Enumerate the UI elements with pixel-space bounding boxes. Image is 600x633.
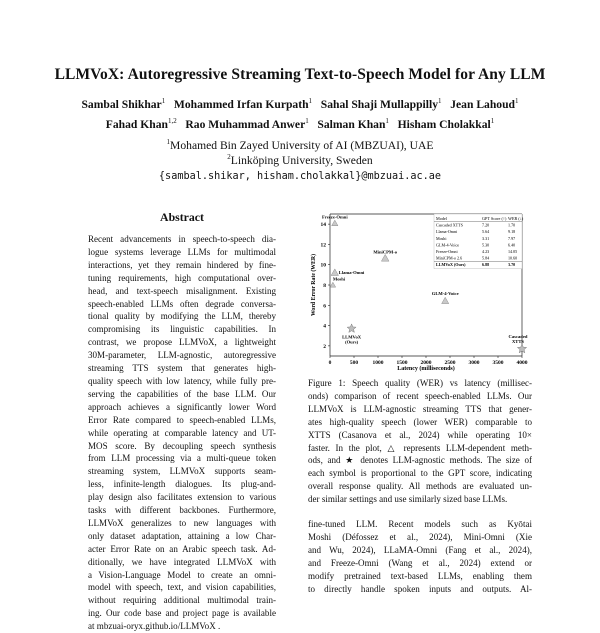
author-line-1	[0, 97, 600, 111]
caption-line: faster. In the plot, △ represents LLM-dependent meth-	[308, 442, 532, 453]
y-tick-label: 2	[323, 343, 326, 350]
scatter-plot	[308, 206, 532, 374]
paper-title: LLMVoX: Autoregressive Streaming Text-to-Speech Model for Any LLM	[54, 66, 546, 83]
point-triangle	[331, 269, 338, 276]
x-tick-label: 4000	[516, 360, 528, 366]
abstract-line: interactions, yet they remain hindered by fine-	[88, 259, 276, 270]
point-label: LLMVoX (Ours)	[342, 334, 362, 345]
body-line: and Freeze-Omni (Wang et al., 2024) extend or	[308, 557, 532, 568]
author-name: Jean Lahoud	[450, 97, 515, 111]
author-name: Mohammed Irfan Kurpath	[173, 97, 309, 111]
author-name: Fahad Khan	[105, 117, 168, 131]
caption-line: ates high-quality speech (lower WER) comparable to	[308, 416, 532, 427]
abstract-line: less, infinite-length dialogues. Its plug-and-	[88, 479, 276, 490]
x-ticks	[329, 356, 528, 366]
body-line: fine-tuned LLM. Recent models such as Kyōtai	[308, 519, 532, 529]
table-cell: 3.70	[508, 262, 516, 268]
affiliation-1	[0, 138, 600, 152]
author-name: Hisham Cholakkal	[397, 117, 491, 131]
y-ticks	[321, 222, 331, 350]
abstract-line: model with speech, text, and vision capabilities,	[88, 582, 276, 593]
body-line: to directly handle spoken inputs and outputs. Al-	[308, 583, 532, 594]
abstract-line: while operating at comparable latency and UT-	[88, 427, 276, 438]
author-sup: 1	[308, 97, 313, 105]
abstract-line: streaming system, LLMVoX supports seam-	[88, 466, 276, 477]
table-cell: 3.31	[482, 235, 490, 241]
author-sup: 1	[438, 97, 442, 105]
point-label: Moshi	[332, 276, 346, 282]
affiliation-2	[0, 153, 600, 167]
affiliation-text: Mohamed Bin Zayed University of AI (MBZUAI), UAE	[170, 138, 434, 152]
affiliation-text: Linköping University, Sweden	[230, 153, 373, 167]
figure-caption	[308, 377, 532, 506]
body-line: and Wu, 2024), LLaMA-Omni (Fang et al., 2024),	[308, 544, 532, 555]
point-star	[347, 324, 356, 332]
author-sup: 1	[161, 97, 166, 105]
author-sup: 1	[515, 97, 519, 105]
abstract-line: ing. Our code base and project page is available	[88, 608, 276, 619]
point-triangle	[381, 254, 389, 261]
table-cell: Cascaded XTTS	[436, 222, 463, 228]
y-tick-label: 12	[320, 242, 326, 249]
abstract-line: tional quality by modifying the LLM, thereby	[88, 311, 276, 322]
author-name: Rao Muhammad Anwer	[185, 117, 306, 131]
table-header: GPT Score (↑)	[482, 216, 507, 221]
caption-line: ods, and ★ denotes LLM-agnostic methods. The size of	[308, 455, 532, 466]
point-triangle	[442, 297, 449, 303]
abstract-line: without requiring additional multimodal train-	[88, 595, 276, 606]
table-cell: 5.84	[482, 255, 490, 261]
x-axis-label: Latency (milliseconds)	[397, 366, 455, 372]
author-name: Salman Khan	[317, 117, 386, 131]
caption-line: LLMVoX is LLM-agnostic streaming TTS that gener-	[308, 403, 532, 414]
affiliation-sup: 2	[227, 153, 231, 161]
point-label: GLM-4-Voice	[431, 291, 459, 297]
abstract-line: tuning requirements, high computational over-	[88, 272, 276, 283]
point-label: Freeze-Omni	[321, 214, 348, 220]
abstract-line: compromising its linguistic capabilities. In	[88, 324, 276, 335]
table-cell: Moshi	[436, 235, 447, 241]
x-tick-label: 0	[328, 360, 332, 366]
table-cell: 14.05	[508, 249, 518, 254]
x-tick-label: 2500	[444, 360, 456, 366]
caption-line: der similar settings and use similarly sized base LLMs.	[308, 494, 508, 505]
table-cell: 10.60	[508, 255, 518, 261]
y-tick-label: 6	[323, 303, 326, 310]
right-column-body	[308, 518, 532, 595]
abstract-line: streaming TTS system that generates high-	[88, 363, 276, 374]
table-cell: 9.18	[508, 229, 516, 235]
table-cell: 4.23	[482, 249, 490, 254]
point-triangle	[332, 220, 338, 226]
author-sup: 1	[305, 117, 309, 125]
author-sup: 1	[490, 117, 495, 125]
y-tick-label: 10	[320, 262, 326, 269]
abstract-line: approach achieves a significantly lower Word	[88, 401, 276, 412]
caption-line: XTTS (Casanova et al., 2024) while operating 10×	[308, 429, 532, 440]
caption-line: Figure 1: Speech quality (WER) vs latency (millisec-	[308, 378, 532, 388]
table-header: Model	[436, 216, 447, 221]
abstract-line: speech-enabled LLMs often degrade conversa-	[88, 298, 276, 309]
point-label: MiniCPM-o	[373, 249, 398, 255]
abstract-line: from LLM processing via a multi-queue token	[88, 453, 276, 464]
body-line: Moshi (Défossez et al., 2024), Mini-Omni (Xie	[308, 531, 532, 542]
abstract-line: serving the capabilities of the base LLM. Our	[88, 388, 276, 399]
author-line-2	[0, 117, 600, 131]
abstract-line: MOS score. By decoupling speech synthesis	[88, 440, 276, 451]
abstract-line: acter Error Rate on an Arabic speech task. Ad-	[88, 543, 276, 554]
abstract-line: head, and text-speech misalignment. Existing	[88, 285, 276, 296]
table-cell: LLMVoX (Ours)	[436, 262, 466, 268]
abstract-body	[88, 233, 276, 633]
abstract-line: ditionally, we have integrated LLMVoX with	[88, 556, 276, 567]
contact-email: {sambal.shikar, hisham.cholakkal}@mbzuai.ac.ae	[158, 171, 442, 182]
x-tick-label: 500	[349, 360, 359, 366]
y-axis-label: Word Error Rate (WER)	[311, 253, 317, 317]
figure-1-chart	[308, 206, 532, 374]
author-name: Sahal Shaji Mullappilly	[320, 97, 439, 111]
x-tick-label: 3000	[468, 360, 480, 366]
x-tick-label: 2000	[420, 360, 432, 366]
point-triangle	[330, 282, 336, 287]
abstract-line: Recent advancements in speech-to-speech dia-	[88, 234, 276, 244]
x-tick-label: 1500	[396, 360, 408, 366]
x-tick-label: 3500	[492, 360, 504, 366]
point-label: Cascaded XTTS	[508, 333, 528, 344]
x-tick-label: 1000	[372, 360, 384, 366]
y-tick-label: 4	[323, 323, 326, 330]
abstract-line: Error Rate compared to speech-enabled LLMs,	[88, 414, 276, 425]
abstract-line: at mbzuai-oryx.github.io/LLMVoX .	[88, 621, 221, 632]
table-cell: Freeze-Omni	[436, 249, 458, 254]
legend-table	[434, 214, 524, 269]
caption-line: onds) comparison of recent speech-enabled LLMs. Our	[308, 390, 532, 401]
table-header: WER (↓)	[508, 216, 524, 221]
table-cell: Llama-Omni	[436, 229, 458, 235]
table-cell: 7.20	[482, 222, 490, 228]
body-line: modify pretrained text-based LLMs, enabling them	[308, 570, 532, 581]
table-cell: GLM-4-Voice	[436, 242, 460, 248]
author-sup: 1	[385, 117, 389, 125]
caption-line: each symbol is proportional to the GPT score, indicating	[308, 468, 532, 479]
abstract-line: quality speech with low latency, while fully pre-	[88, 375, 276, 386]
abstract-line: LLMVoX generalizes to new languages with	[88, 517, 276, 528]
author-sup: 1,2	[167, 117, 177, 125]
abstract-line: 30M-parameter, LLM-agnostic, autoregressive	[88, 350, 276, 361]
table-cell: 1.70	[508, 222, 516, 228]
abstract-heading: Abstract	[160, 210, 204, 224]
table-cell: 5.30	[482, 242, 490, 248]
y-tick-label: 14	[320, 222, 326, 229]
table-cell: 6.88	[482, 262, 490, 268]
point-label: Llama-Omni	[338, 270, 365, 276]
abstract-line: only dataset adaptation, attaining a low Char-	[88, 530, 276, 541]
author-name: Sambal Shikhar	[81, 97, 162, 111]
y-tick-label: 8	[323, 283, 326, 289]
affiliation-sup: 1	[166, 138, 171, 146]
abstract-line: contrast, we propose LLMVoX, a lightweight	[88, 337, 276, 348]
table-cell: 7.97	[508, 235, 516, 241]
table-cell: 5.64	[482, 229, 490, 235]
abstract-line: a Vision-Language Model to create an omni-	[88, 569, 276, 580]
abstract-line: logue systems leverage LLMs for multimodal	[88, 246, 276, 257]
table-cell: 6.40	[508, 242, 516, 248]
abstract-line: play design also facilitates extension to various	[88, 492, 276, 503]
abstract-line: tasks with different backbones. Furthermore,	[88, 505, 276, 516]
table-cell: MiniCPM-o 2.6	[436, 255, 463, 261]
caption-line: overall response quality. All methods are evaluated un-	[308, 481, 532, 492]
